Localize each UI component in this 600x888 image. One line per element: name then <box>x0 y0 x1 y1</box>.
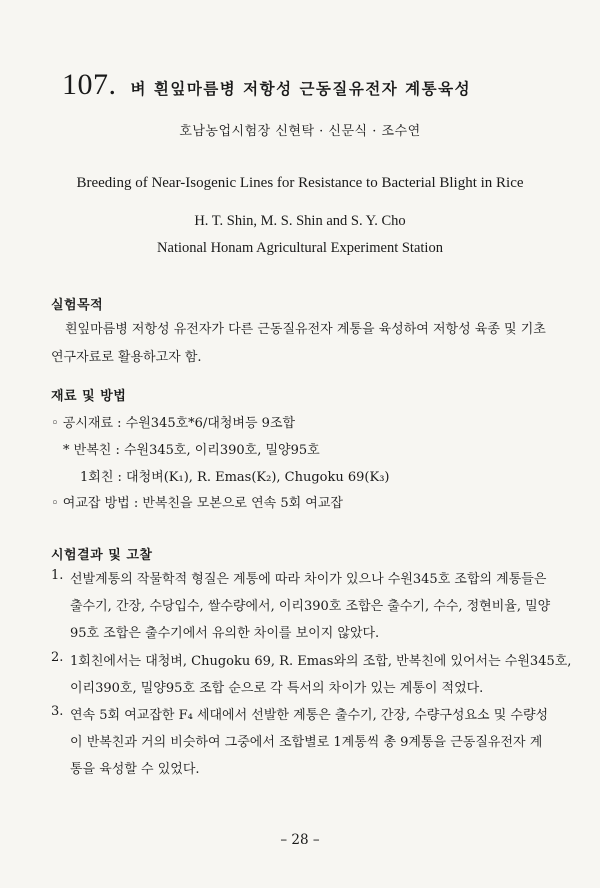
title-english: Breeding of Near-Isogenic Lines for Resistance to Bacterial Blight in Rice <box>76 175 524 191</box>
materials-heading: 재료 및 방법 <box>51 389 127 404</box>
result-3-number: 3. <box>51 704 64 719</box>
result-2-line-1: 1회친에서는 대청벼, Chugoku 69, R. Emas와의 조합, 반복친에 있어서는 수원345호, <box>70 654 572 669</box>
authors-english: H. T. Shin, M. S. Shin and S. Y. Cho <box>194 213 406 229</box>
paper-number: 107. <box>62 68 117 101</box>
result-3-line-3: 통을 육성할 수 있었다. <box>70 762 200 777</box>
result-3-line-2: 이 반복친과 거의 비슷하여 그중에서 조합별로 1계통씩 총 9계통을 근동질유전자 계 <box>70 735 543 750</box>
authors-korean: 호남농업시험장 신현탁 · 신문식 · 조수연 <box>179 124 421 139</box>
result-2-line-2: 이리390호, 밀양95호 조합 순으로 각 특서의 차이가 있는 계통이 적었다. <box>70 681 484 696</box>
result-1-line-1: 선발계통의 작물학적 형질은 계통에 따라 차이가 있으나 수원345호 조합의 계통들은 <box>70 572 547 587</box>
objective-line-2: 연구자료로 활용하고자 함. <box>51 350 202 365</box>
page-number: – 28 – <box>280 832 320 848</box>
materials-line-4: ◦ 여교잡 방법 : 반복친을 모본으로 연속 5회 여교잡 <box>51 496 343 511</box>
result-1-line-2: 출수기, 간장, 수당입수, 쌀수량에서, 이리390호 조합은 출수기, 수수, 정현비율, 밀양 <box>70 599 551 614</box>
result-1-number: 1. <box>51 568 64 583</box>
title-row <box>62 68 471 102</box>
objective-line-1: 흰잎마름병 저항성 유전자가 다른 근동질유전자 계통을 육성하여 저항성 육종 및 기초 <box>65 322 546 337</box>
materials-line-3: 1회친 : 대청벼(K₁), R. Emas(K₂), Chugoku 69(K₃) <box>80 470 390 485</box>
result-3-line-1: 연속 5회 여교잡한 F₄ 세대에서 선발한 계통은 출수기, 간장, 수량구성요소 및 수량성 <box>70 708 549 723</box>
result-1-line-3: 95호 조합은 출수기에서 유의한 차이를 보이지 않았다. <box>70 626 380 641</box>
result-2-number: 2. <box>51 650 64 665</box>
objective-heading: 실험목적 <box>51 298 104 313</box>
materials-line-1: ◦ 공시재료 : 수원345호*6/대청벼등 9조합 <box>51 416 296 431</box>
results-heading: 시험결과 및 고찰 <box>51 548 153 563</box>
materials-line-2: * 반복친 : 수원345호, 이리390호, 밀양95호 <box>63 443 320 458</box>
paper-title: 벼 흰잎마름병 저항성 근동질유전자 계통육성 <box>130 80 472 98</box>
affiliation-english: National Honam Agricultural Experiment Station <box>157 240 443 256</box>
